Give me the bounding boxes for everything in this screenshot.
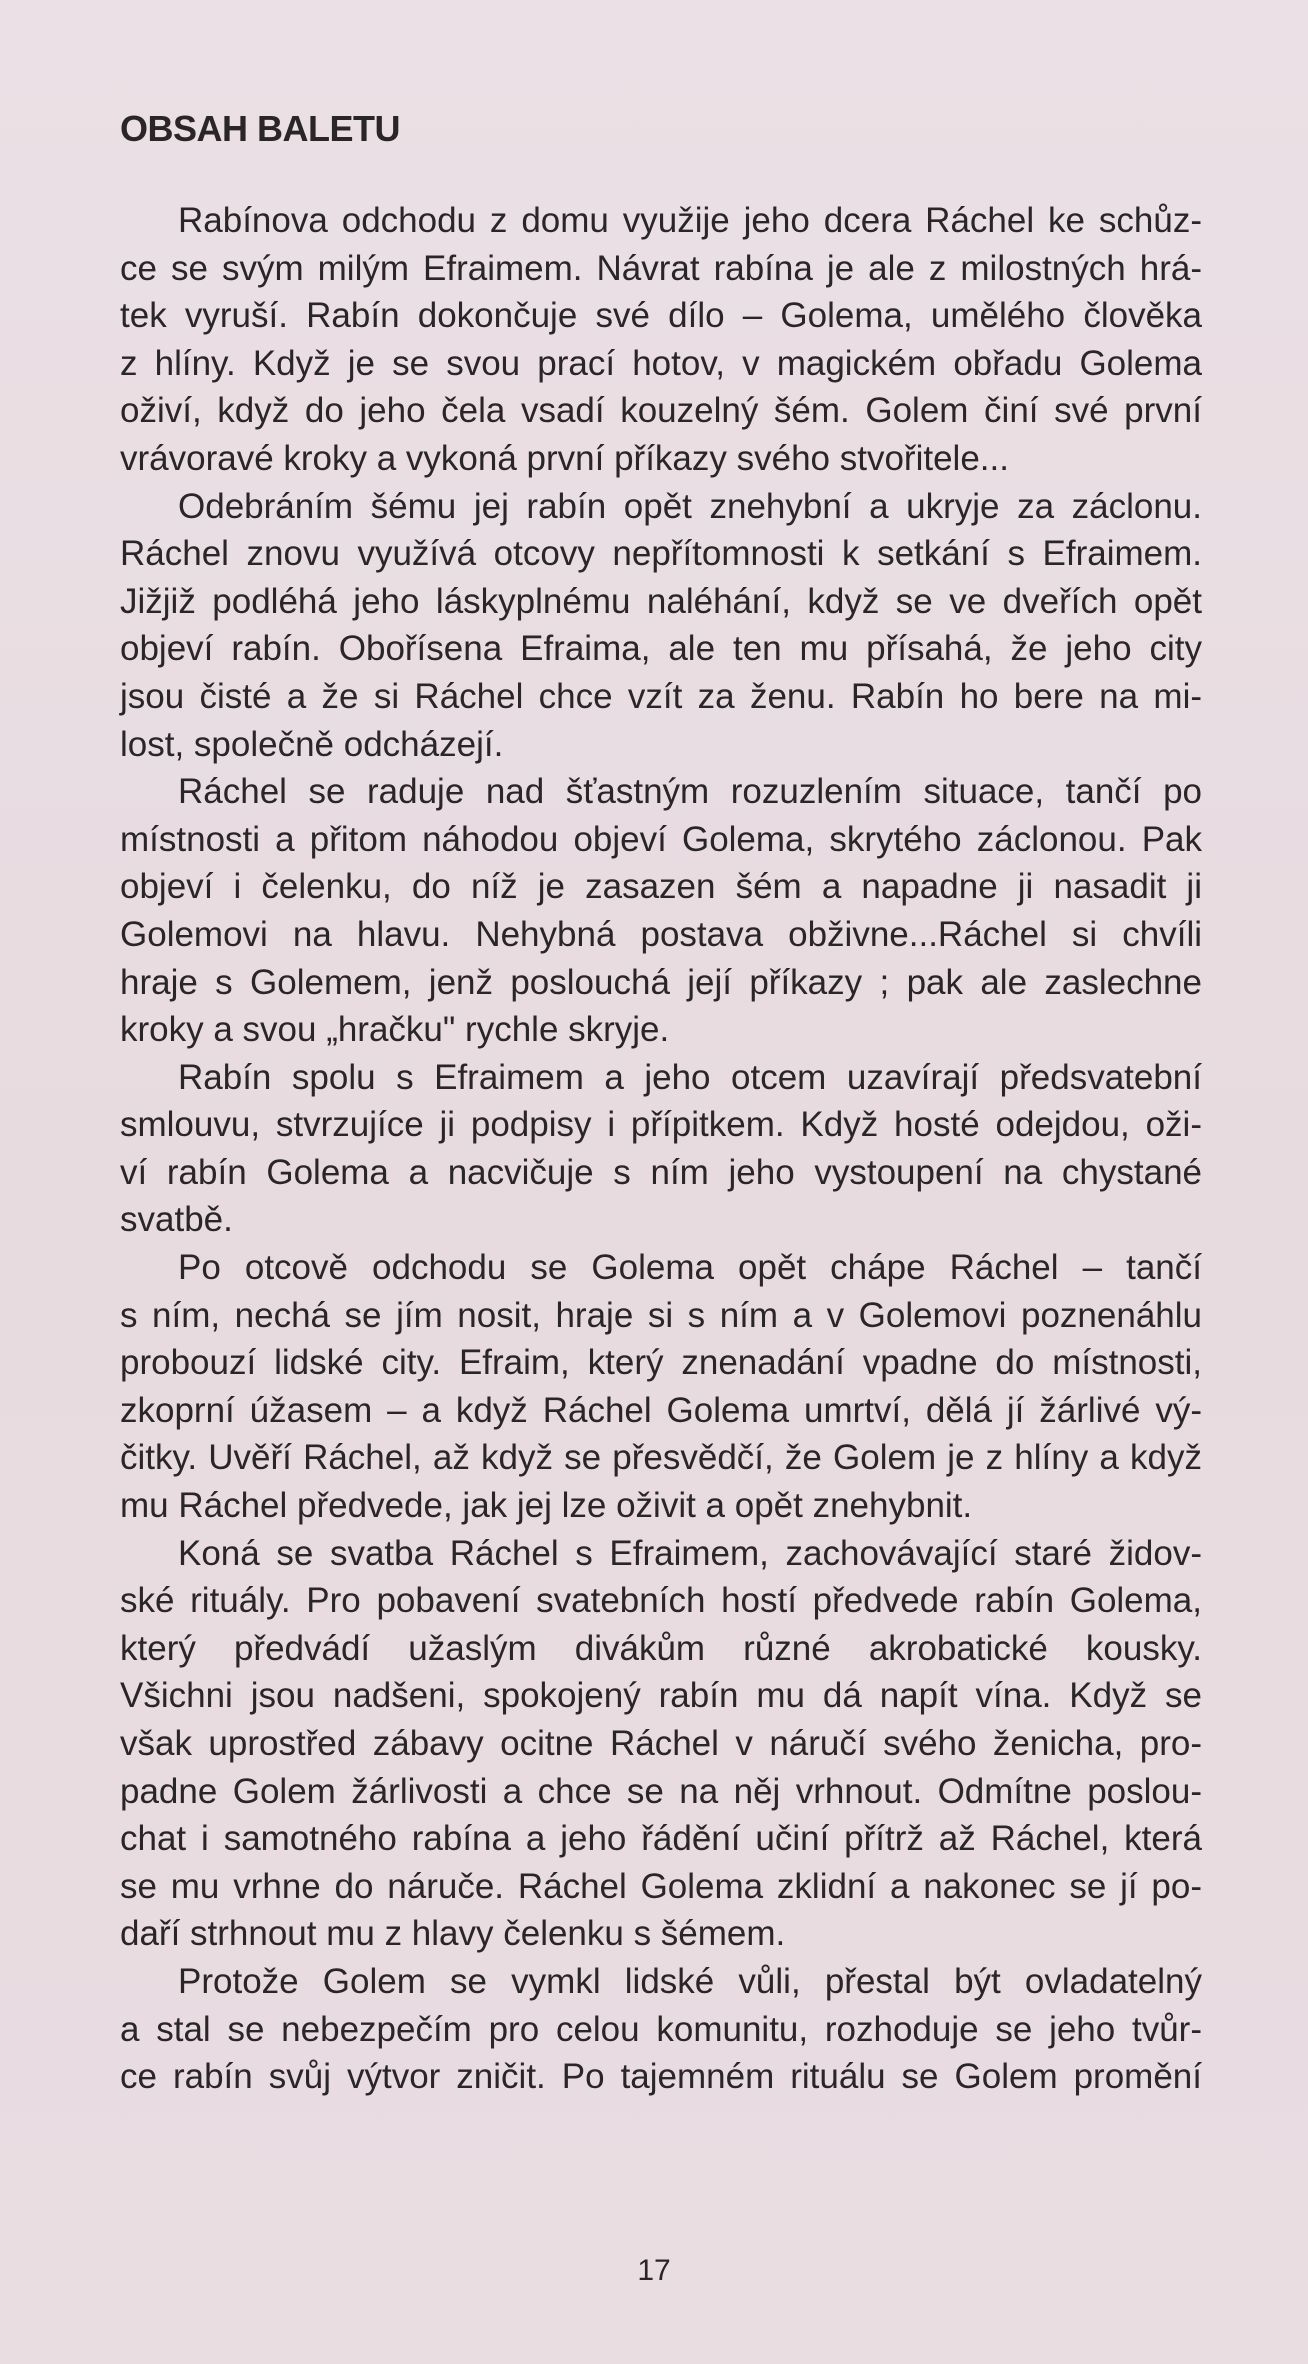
- body-text: [120, 197, 1202, 2101]
- text-line: Rabínova odchodu z domu využije jeho dcera Ráchel ke schůz-: [178, 201, 1202, 240]
- text-line: Po otcově odchodu se Golema opět chápe Ráchel – tančí: [178, 1248, 1202, 1288]
- text-line: lost, společně odcházejí.: [120, 724, 504, 764]
- text-line: Rabín spolu s Efraimem a jeho otcem uzavírají předsvatební: [178, 1057, 1202, 1097]
- text-line: se mu vrhne do náruče. Ráchel Golema zklidní a nakonec se jí po-: [120, 1866, 1202, 1906]
- text-line: zkoprní úžasem – a když Ráchel Golema umrtví, dělá jí žárlivé vý-: [120, 1390, 1202, 1430]
- text-line: Všichni jsou nadšeni, spokojený rabín mu dá napít vína. Když se: [120, 1676, 1202, 1716]
- text-line: Ráchel se raduje nad šťastným rozuzlením situace, tančí po: [178, 772, 1202, 812]
- text-line: jsou čisté a že si Ráchel chce vzít za ženu. Rabín ho bere na mi-: [120, 676, 1202, 716]
- text-line: mu Ráchel předvede, jak jej lze oživit a opět znehybnit.: [120, 1486, 973, 1526]
- text-line: s ním, nechá se jím nosit, hraje si s ním a v Golemovi poznenáhlu: [120, 1295, 1202, 1335]
- text-line: padne Golem žárlivosti a chce se na něj vrhnout. Odmítne poslou-: [120, 1771, 1202, 1811]
- text-line: ce se svým milým Efraimem. Návrat rabína je ale z milostných hrá-: [120, 248, 1202, 288]
- text-line: svatbě.: [120, 1200, 233, 1240]
- text-line: Odebráním šému jej rabín opět znehybní a ukryje za záclonu.: [178, 486, 1202, 526]
- text-line: ví rabín Golema a nacvičuje s ním jeho vystoupení na chystané: [120, 1152, 1202, 1192]
- text-line: daří strhnout mu z hlavy čelenku s šémem.: [120, 1914, 786, 1954]
- text-line: probouzí lidské city. Efraim, který znenadání vpadne do místnosti,: [120, 1343, 1202, 1383]
- text-line: oživí, když do jeho čela vsadí kouzelný šém. Golem činí své první: [120, 391, 1202, 431]
- text-line: ce rabín svůj výtvor zničit. Po tajemném rituálu se Golem promění: [120, 2057, 1202, 2097]
- text-line: a stal se nebezpečím pro celou komunitu, rozhoduje se jeho tvůr-: [120, 2009, 1202, 2049]
- text-line: Golemovi na hlavu. Nehybná postava obživne...Ráchel si chvíli: [120, 914, 1202, 954]
- page-heading: OBSAH BALETU: [120, 108, 400, 149]
- text-line: však uprostřed zábavy ocitne Ráchel v náručí svého ženicha, pro-: [120, 1724, 1202, 1763]
- text-line: hraje s Golemem, jenž poslouchá její příkazy ; pak ale zaslechne: [120, 962, 1202, 1002]
- text-line: tek vyruší. Rabín dokončuje své dílo – Golema, umělého člověka: [120, 296, 1202, 336]
- text-line: kroky a svou „hračku" rychle skryje.: [120, 1010, 670, 1050]
- text-line: Koná se svatba Ráchel s Efraimem, zachovávající staré židov-: [178, 1533, 1202, 1573]
- text-line: chat i samotného rabína a jeho řádění učiní přítrž až Ráchel, která: [120, 1819, 1202, 1859]
- page-number: 17: [637, 2254, 671, 2287]
- text-line: který předvádí užaslým divákům různé akrobatické kousky.: [120, 1628, 1202, 1668]
- text-line: Protože Golem se vymkl lidské vůli, přestal být ovladatelný: [178, 1961, 1202, 2001]
- text-line: ské rituály. Pro pobavení svatebních hostí předvede rabín Golema,: [120, 1581, 1202, 1621]
- text-line: Jižjiž podléhá jeho láskyplnému naléhání, když se ve dveřích opět: [120, 581, 1202, 621]
- text-line: Ráchel znovu využívá otcovy nepřítomnosti k setkání s Efraimem.: [120, 534, 1202, 574]
- text-line: vrávoravé kroky a vykoná první příkazy svého stvořitele...: [120, 438, 1009, 478]
- text-line: místnosti a přitom náhodou objeví Golema, skrytého záclonou. Pak: [120, 819, 1202, 859]
- text-line: z hlíny. Když je se svou prací hotov, v magickém obřadu Golema: [120, 343, 1202, 383]
- text-line: objeví i čelenku, do níž je zasazen šém a napadne ji nasadit ji: [120, 867, 1202, 907]
- text-line: čitky. Uvěří Ráchel, až když se přesvědčí, že Golem je z hlíny a když: [120, 1438, 1202, 1478]
- text-line: objeví rabín. Obořísena Efraima, ale ten mu přísahá, že jeho city: [120, 629, 1202, 669]
- text-line: smlouvu, stvrzujíce ji podpisy i přípitkem. Když hosté odejdou, oži-: [120, 1105, 1202, 1145]
